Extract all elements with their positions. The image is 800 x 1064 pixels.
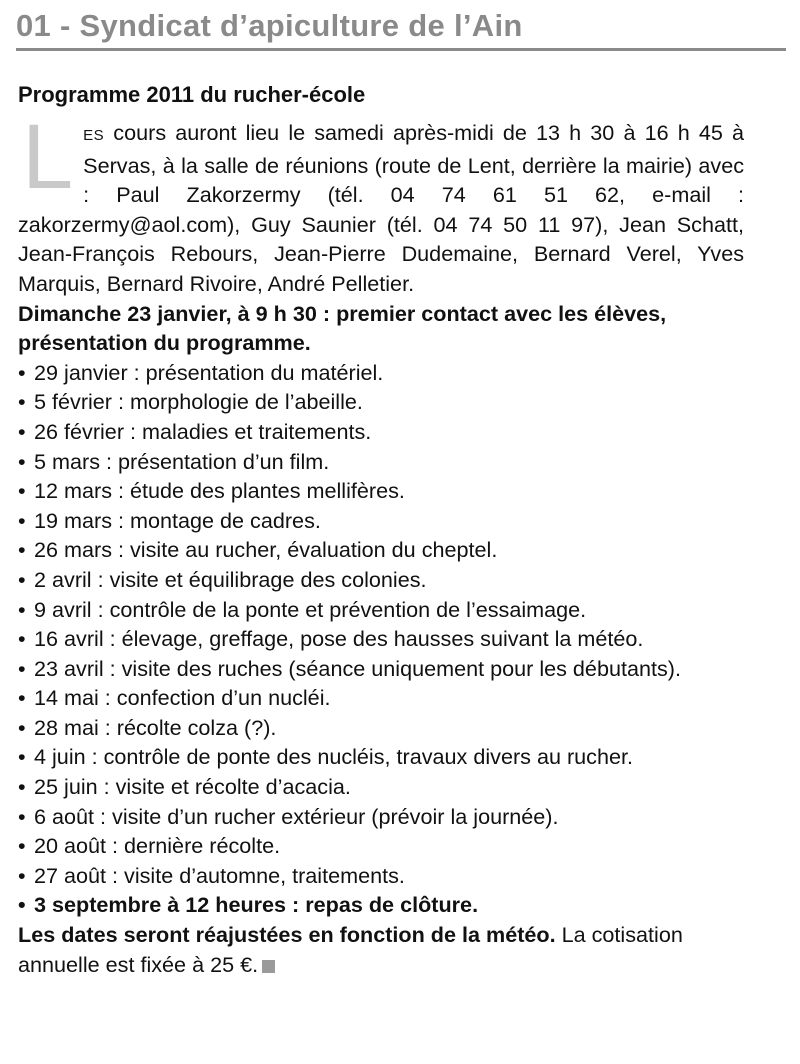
footer-text: La cotisation annuelle est fixée à 25 €. [18, 922, 683, 977]
session-item [18, 683, 744, 713]
session-text: 12 mars : étude des plantes mellifères. [34, 478, 405, 504]
session-item [18, 595, 744, 625]
session-text: 26 février : maladies et traitements. [34, 418, 372, 444]
session-text: 19 mars : montage de cadres. [34, 507, 321, 533]
closing-item [18, 890, 744, 920]
session-item [18, 535, 744, 565]
session-item [18, 565, 744, 595]
first-meeting: Dimanche 23 janvier, à 9 h 30 : premier contact avec les élèves, présentation du programme. [18, 300, 667, 356]
session-text: 29 janvier : présentation du matériel. [34, 359, 384, 385]
session-text: 28 mai : récolte colza (?). [34, 714, 277, 740]
footer-paragraph [18, 920, 744, 979]
bullet-icon: • [18, 507, 26, 533]
bullet-icon: • [18, 418, 26, 444]
bullet-icon: • [18, 596, 26, 622]
session-item [18, 831, 744, 861]
session-text: 14 mai : confection d’un nucléi. [34, 685, 331, 711]
session-item [18, 654, 744, 684]
session-text: 4 juin : contrôle de ponte des nucléis, travaux divers au rucher. [34, 744, 633, 770]
session-text: 20 août : dernière récolte. [34, 833, 281, 859]
article-subtitle: Programme 2011 du rucher-école [18, 82, 366, 107]
article [18, 80, 744, 979]
bullet-icon: • [18, 448, 26, 474]
session-list [18, 358, 744, 920]
closing-text: 3 septembre à 12 heures : repas de clôture. [34, 892, 479, 918]
bullet-icon: • [18, 478, 26, 504]
bullet-icon: • [18, 774, 26, 800]
bullet-icon: • [18, 537, 26, 563]
footer-bold: Les dates seront réajustées en fonction de la météo. [18, 922, 556, 948]
session-item [18, 624, 744, 654]
session-text: 23 avril : visite des ruches (séance uniquement pour les débutants). [34, 655, 681, 681]
session-text: 5 février : morphologie de l’abeille. [34, 389, 363, 415]
session-text: 27 août : visite d’automne, traitements. [34, 862, 405, 888]
bullet-icon: • [18, 626, 26, 652]
header-title: 01 - Syndicat d’apiculture de l’Ain [16, 8, 523, 43]
intro-text: cours auront lieu le samedi après-midi de 13 h 30 à 16 h 45 à Servas, à la salle de réunions (route de Lent, derrière la mairie) avec : Paul Zakorzermy (tél. 04 74 61 51 62, e-mail : zakorzermy@aol.com), Guy Saunier (tél. 04 74 50 11 97), Jean Schatt, Jean-François Rebours, Jean-Pierre Dudemaine, Bernard Verel, Yves Marquis, Bernard Rivoire, André Pelletier. [18, 120, 744, 296]
page-header [16, 4, 786, 51]
session-text: 2 avril : visite et équilibrage des colonies. [34, 566, 427, 592]
session-item [18, 506, 744, 536]
bullet-icon: • [18, 803, 26, 829]
session-item [18, 742, 744, 772]
session-text: 9 avril : contrôle de la ponte et prévention de l’essaimage. [34, 596, 587, 622]
bullet-icon: • [18, 389, 26, 415]
bullet-icon: • [18, 833, 26, 859]
session-text: 6 août : visite d’un rucher extérieur (prévoir la journée). [34, 803, 559, 829]
session-item [18, 772, 744, 802]
session-item [18, 387, 744, 417]
session-text: 25 juin : visite et récolte d’acacia. [34, 774, 351, 800]
session-item [18, 358, 744, 388]
drop-cap: L [22, 106, 74, 208]
bullet-icon: • [18, 359, 26, 385]
bullet-icon: • [18, 744, 26, 770]
end-square-icon [262, 960, 275, 973]
session-item [18, 861, 744, 891]
bullet-icon: • [18, 685, 26, 711]
bullet-icon: • [18, 892, 26, 918]
intro-paragraph [18, 106, 744, 299]
session-item [18, 417, 744, 447]
session-item [18, 476, 744, 506]
session-item [18, 802, 744, 832]
session-text: 16 avril : élevage, greffage, pose des hausses suivant la météo. [34, 626, 644, 652]
bullet-icon: • [18, 714, 26, 740]
bullet-icon: • [18, 566, 26, 592]
intro-smallcaps: ES [83, 127, 105, 144]
session-item [18, 713, 744, 743]
session-text: 5 mars : présentation d’un film. [34, 448, 330, 474]
bullet-icon: • [18, 862, 26, 888]
session-text: 26 mars : visite au rucher, évaluation du cheptel. [34, 537, 498, 563]
session-item [18, 447, 744, 477]
bullet-icon: • [18, 655, 26, 681]
